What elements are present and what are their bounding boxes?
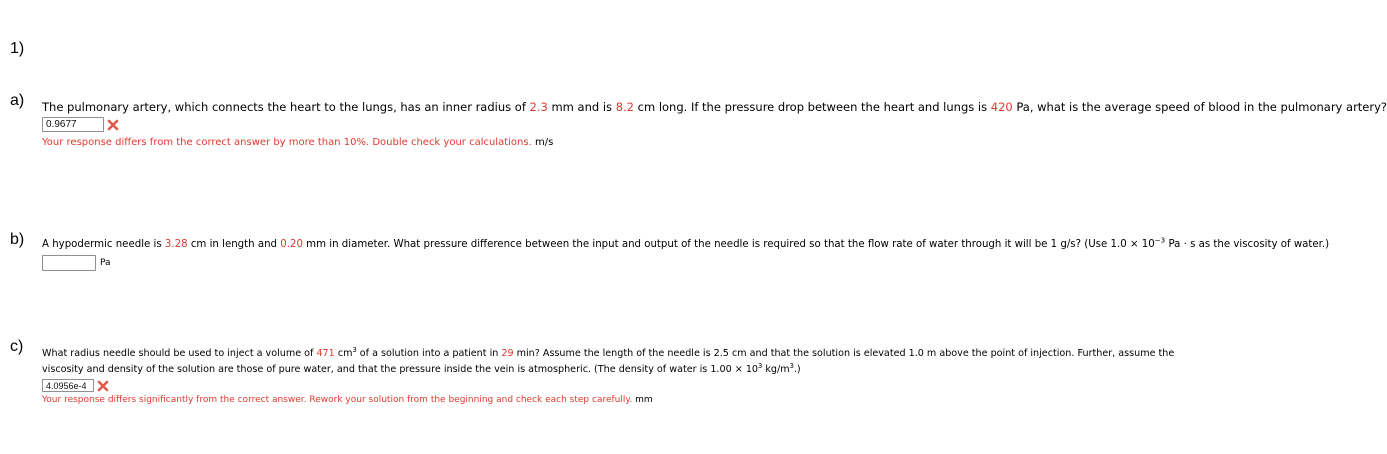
part-b-answer-row	[42, 255, 1329, 271]
part-a-label: a)	[10, 92, 25, 109]
question-text: of a solution into a patient in	[356, 348, 502, 359]
given-value-time: 29	[501, 348, 514, 359]
question-text: What radius needle should be used to inject a volume of	[42, 348, 317, 359]
part-b	[42, 236, 1329, 271]
question-text: A hypodermic needle is	[42, 239, 165, 250]
part-c-answer-row	[42, 379, 1210, 392]
question-text: Pa · s as the viscosity of water.)	[1165, 239, 1330, 250]
answer-input-c[interactable]	[42, 379, 94, 392]
question-text: .)	[793, 364, 801, 375]
exponent: 3	[789, 361, 794, 370]
x-mark-icon	[107, 119, 119, 131]
x-mark-icon	[97, 380, 109, 392]
problem-number: 1)	[10, 40, 25, 57]
part-c-feedback-line	[42, 392, 1210, 408]
part-c-question	[42, 346, 1210, 378]
question-text: cm	[334, 348, 353, 359]
part-a-feedback-line	[42, 135, 1387, 151]
question-text: Pa, what is the average speed of blood in the pulmonary artery?	[1012, 100, 1387, 114]
exponent: 3	[352, 345, 357, 354]
part-a	[42, 98, 1387, 151]
part-b-label: b)	[10, 231, 25, 248]
unit-label: mm	[635, 395, 653, 405]
question-text: cm in length and	[187, 239, 281, 250]
question-text: mm and is	[547, 100, 616, 114]
given-value-pressure: 420	[990, 100, 1013, 114]
answer-input-b[interactable]	[42, 255, 96, 271]
exponent: 3	[758, 361, 763, 370]
question-text: kg/m	[762, 364, 790, 375]
given-value-length: 8.2	[615, 100, 634, 114]
given-value-length: 3.28	[164, 239, 188, 250]
question-text: The pulmonary artery, which connects the heart to the lungs, has an inner radius of	[42, 100, 530, 114]
question-text: min? Assume the length of the needle is 2.5 cm and that the solution is elevated 1.0 m above the point of injection. Further, assume the viscosity and density of the solution are those of pure water, and that the pressure inside the vein is atmospheric. (The density of water is 1.00 × 10	[42, 348, 1175, 375]
feedback-message: Your response differs from the correct answer by more than 10%. Double check your calculations.	[42, 137, 532, 148]
part-a-answer-row	[42, 117, 1387, 132]
part-a-question	[42, 98, 1387, 116]
exponent: −3	[1154, 235, 1166, 245]
question-text: mm in diameter. What pressure difference between the input and output of the needle is required so that the flow rate of water through it will be 1 g/s? (Use 1.0 × 10	[302, 239, 1155, 250]
answer-input-a[interactable]	[42, 117, 104, 132]
part-c	[42, 346, 1210, 408]
given-value-volume: 471	[316, 348, 335, 359]
unit-label: m/s	[534, 137, 554, 148]
feedback-message: Your response differs significantly from the correct answer. Rework your solution from the beginning and check each step carefully.	[42, 395, 633, 405]
given-value-radius: 2.3	[529, 100, 548, 114]
unit-label: Pa	[100, 258, 111, 268]
part-c-label: c)	[10, 338, 24, 355]
part-b-question	[42, 236, 1329, 254]
given-value-diameter: 0.20	[280, 239, 303, 250]
question-text: cm long. If the pressure drop between the heart and lungs is	[633, 100, 991, 114]
